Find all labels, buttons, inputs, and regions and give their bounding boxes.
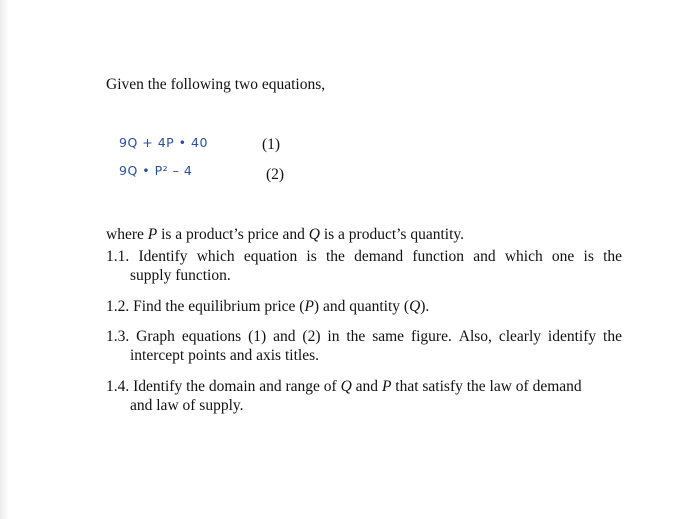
question-word: (1): [248, 328, 267, 345]
question-word: equation: [243, 248, 298, 265]
question-text: 1.4. Identify the domain and range of: [106, 378, 341, 395]
question-1-4-line-1: [106, 377, 622, 396]
question-word: and: [273, 328, 296, 345]
quantity-variable: Q: [409, 298, 421, 315]
question-text: ).: [420, 298, 430, 315]
price-variable: P: [147, 226, 158, 243]
quantity-variable: Q: [340, 378, 352, 395]
question-1-3-line-1: [106, 327, 622, 346]
variable-definition: [106, 226, 464, 244]
question-word: Identify: [138, 248, 188, 265]
question-word: is: [306, 248, 317, 265]
question-word: Graph: [136, 328, 175, 345]
question-word: figure.: [410, 328, 452, 345]
question-word: in: [327, 328, 340, 345]
equation-number-1: (1): [262, 136, 281, 153]
question-word: demand: [354, 248, 404, 265]
handwritten-equation-2: 9Q • P² – 4: [119, 163, 193, 178]
question-1-4-line-2: and law of supply.: [130, 397, 244, 414]
question-word: which: [196, 248, 235, 265]
question-text: and: [351, 378, 382, 395]
question-word: (2): [302, 328, 321, 345]
question-word: one: [551, 248, 575, 265]
question-word: 1.3.: [106, 328, 130, 345]
question-1-4: [106, 377, 622, 415]
question-word: the: [603, 328, 622, 345]
question-word: the: [603, 248, 622, 265]
definition-text: is a product’s price and: [157, 226, 309, 243]
intro-text: Given the following two equations,: [106, 76, 326, 93]
question-word: function: [412, 248, 465, 265]
question-word: is: [583, 248, 594, 265]
definition-text: is a product’s quantity.: [319, 226, 465, 243]
question-word: equations: [181, 328, 242, 345]
question-1-2: [106, 297, 622, 316]
question-1-1-line-2: supply function.: [130, 267, 231, 284]
question-word: and: [473, 248, 496, 265]
question-1-1: [106, 247, 622, 285]
question-word: which: [504, 248, 543, 265]
definition-text: where: [106, 226, 148, 243]
equation-number-2: (2): [266, 166, 285, 183]
question-word: same: [372, 328, 405, 345]
question-text: 1.2. Find the equilibrium price (: [106, 298, 305, 315]
question-word: the: [346, 328, 366, 345]
question-word: the: [325, 248, 345, 265]
question-text: ) and quantity (: [313, 298, 410, 315]
question-word: 1.1.: [106, 248, 130, 265]
quantity-variable: Q: [308, 226, 320, 243]
question-1-3: [106, 327, 622, 365]
question-word: clearly: [498, 328, 542, 345]
question-1-3-line-2: intercept points and axis titles.: [130, 347, 319, 364]
question-1-2-line: [106, 297, 622, 316]
price-variable: P: [304, 298, 314, 315]
question-word: identify: [547, 328, 597, 345]
price-variable: P: [381, 378, 392, 395]
question-text: that satisfy the law of demand: [391, 378, 582, 395]
question-word: Also,: [458, 328, 492, 345]
question-1-1-line-1: [106, 247, 622, 266]
handwritten-equation-1: 9Q + 4P • 40: [119, 135, 208, 150]
